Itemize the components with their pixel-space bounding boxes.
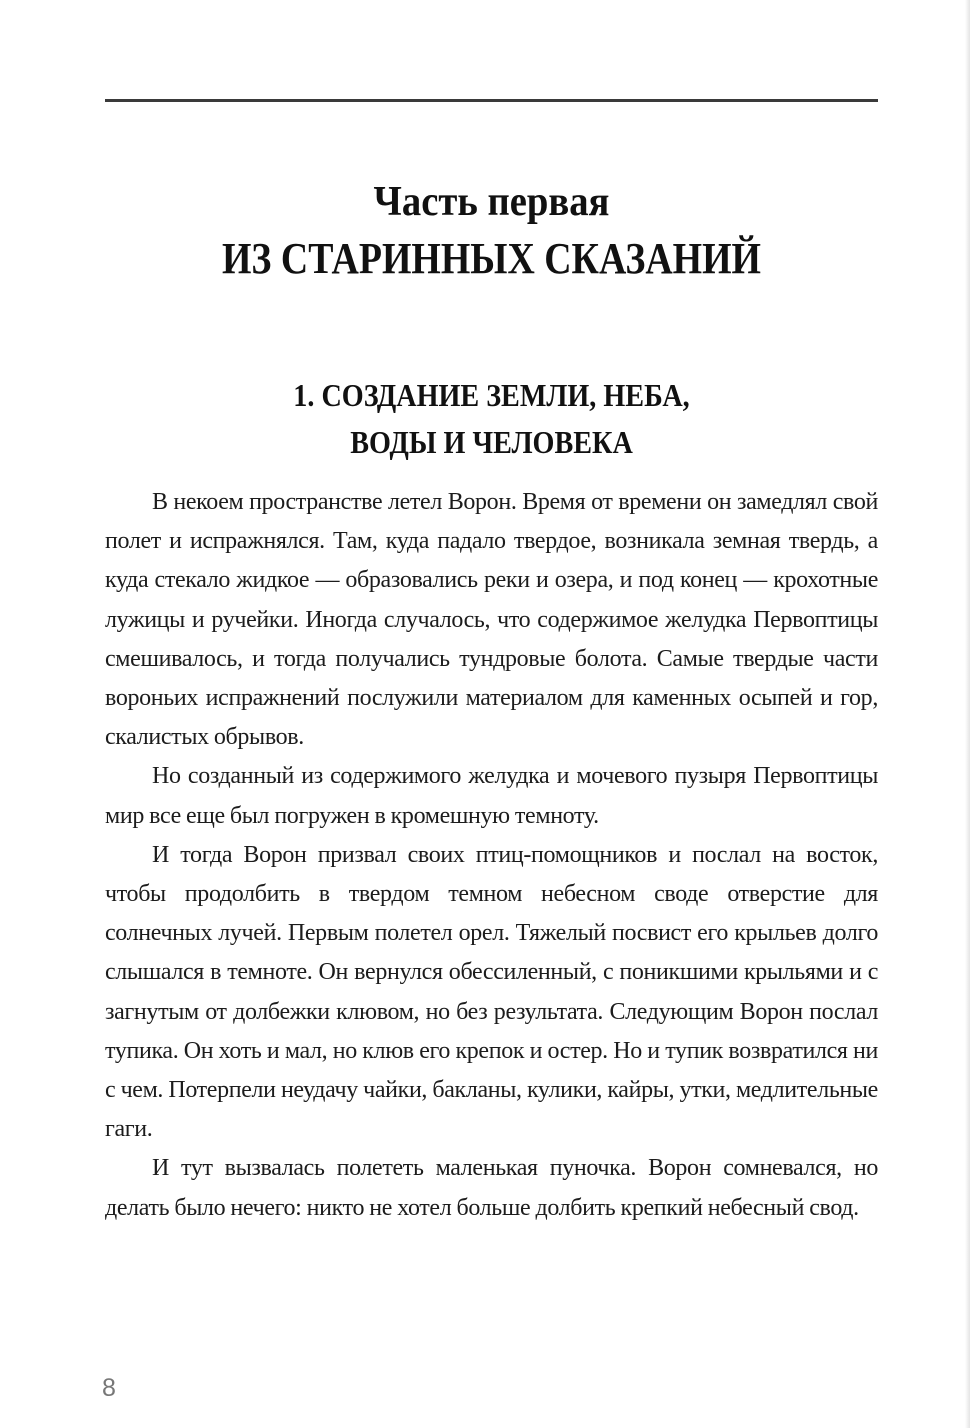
paragraph-2: Но созданный из содержимого желудка и мочевого пузыря Первоптицы мир все еще был погружен в кромешную темноту.	[105, 763, 878, 829]
chapter-title	[105, 372, 878, 466]
page-number: 8	[102, 1374, 116, 1402]
part-heading	[105, 174, 878, 288]
top-rule	[105, 99, 878, 102]
paragraph-3: И тогда Ворон призвал своих птиц-помощников и послал на восток, чтобы продолбить в твердом темном небесном своде отверстие для солнечных лучей. Первым полетел орел. Тяжелый посвист его крыльев долго слышался в темноте. Он вернулся обессиленный, с поникшими крыльями и с загнутым от долбежки клювом, но без результата. Следующим Ворон послал тупика. Он хоть и мал, но клюв его крепок и остер. Но и тупик возвратился ни с чем. Потерпели неудачу чайки, бакланы, кулики, кайры, утки, медлительные гаги.	[105, 841, 878, 1143]
paragraph-1: В некоем пространстве летел Ворон. Время от времени он замедлял свой полет и испражнялся. Там, куда падало твердое, возникала земная твердь, а куда стекало жидкое — образовались реки и озера, и под конец — крохотные лужицы и ручейки. Иногда случалось, что содержимое желудка Первоптицы смешивалось, и тогда получались тундровые болота. Самые твердые части вороньих испражнений послужили материалом для каменных осыпей и гор, скалистых обрывов.	[105, 489, 878, 751]
chapter-title-line-1: 1. СОЗДАНИЕ ЗЕМЛИ, НЕБА,	[293, 377, 690, 413]
body-text	[105, 483, 878, 1228]
part-label: Часть первая	[373, 179, 610, 225]
paragraph-4: И тут вызвалась полететь маленькая пуночка. Ворон сомневался, но делать было нечего: никто не хотел больше долбить крепкий небесный свод.	[105, 1155, 878, 1221]
part-title: ИЗ СТАРИННЫХ СКАЗАНИЙ	[221, 234, 761, 283]
page-edge-shadow	[965, 0, 970, 1428]
chapter-title-line-2: ВОДЫ И ЧЕЛОВЕКА	[350, 424, 633, 460]
